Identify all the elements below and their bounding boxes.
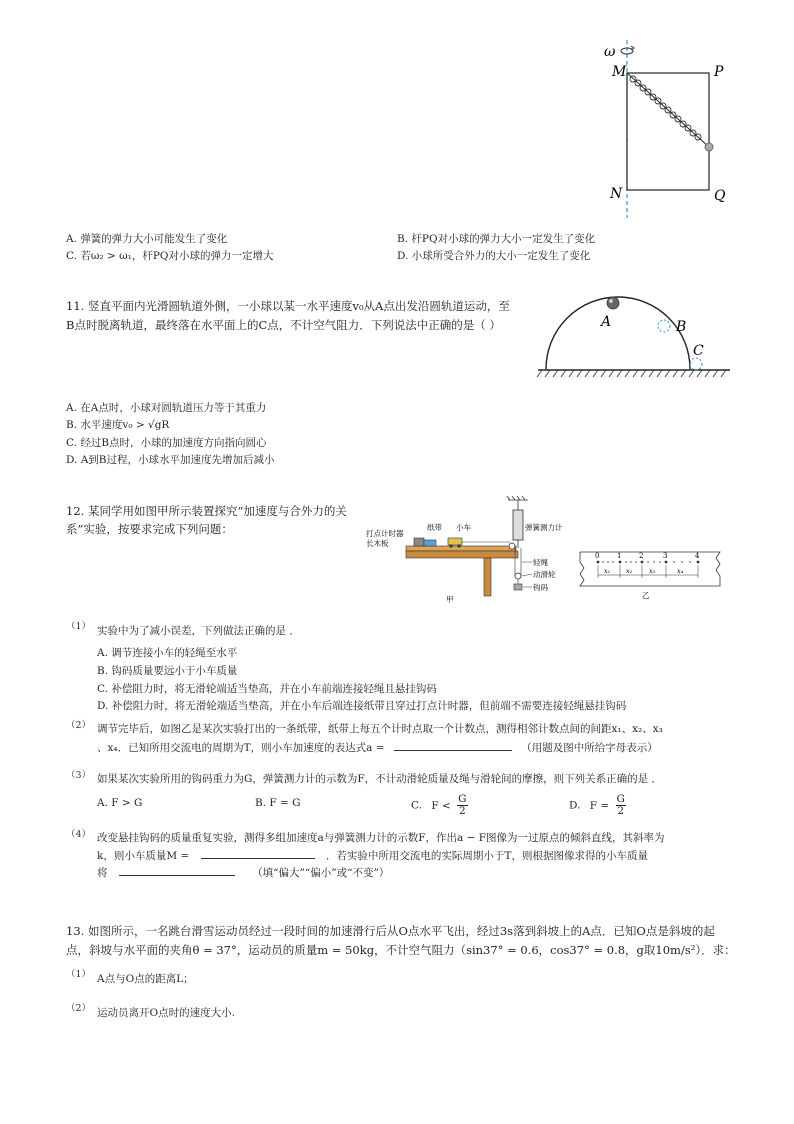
ball-at-b [658, 320, 670, 332]
q12-part3-option-c[interactable] [411, 794, 468, 817]
ground-hatch [537, 370, 726, 377]
q13-part2-text: 运动员离开O点时的速度大小. [97, 1007, 235, 1019]
q11-stem-line1: 11. 竖直平面内光滑圆轨道外侧，一小球以某一水平速度v₀从A点出发沿圆轨道运动，至 [66, 299, 510, 313]
tape-dots [597, 561, 700, 564]
x2-label: x₂ [626, 567, 633, 575]
q10-option-b[interactable]: B. 杆PQ对小球的弹力大小一定发生了变化 [397, 233, 596, 245]
rod-mq [627, 73, 709, 147]
omega-label: ω [604, 44, 616, 60]
q12-part1-text: 实验中为了减小误差，下列做法正确的是 ． [97, 625, 300, 637]
q12-part4-line2 [97, 848, 648, 863]
q11-option-b[interactable]: B. 水平速度v₀ > √gR [66, 419, 170, 431]
q12-part4-line3 [97, 865, 389, 880]
q10-option-a[interactable]: A. 弹簧的弹力大小可能发生了变化 [66, 233, 228, 245]
label-p: P [714, 64, 724, 80]
label-a: A [601, 314, 612, 330]
q12-figure-yi [574, 548, 724, 602]
q13-part2-number: （2） [66, 1003, 92, 1014]
tick-4: 4 [695, 552, 700, 560]
q13-part1-text: A点与O点的距离L； [97, 973, 194, 985]
q11-figure [536, 292, 732, 384]
tick-2: 2 [639, 552, 644, 560]
board [406, 546, 516, 551]
q13-stem-line1: 13. 如图所示，一名跳台滑雪运动员经过一段时间的加速滑行后从O点水平飞出，经过3s落到斜坡上的A点．已知O点是斜坡的起 [66, 924, 715, 938]
q12-part4-line3-b: （填“偏大”“偏小”或“不变”） [252, 867, 390, 879]
q12-part4-line1: 改变悬挂钩码的质量重复实验，测得多组加速度a与弹簧测力计的示数F，作出a − F图像为一过原点的倾斜直线，其斜率为 [97, 832, 665, 844]
q12-part3-option-b[interactable]: B. F = G [255, 797, 301, 809]
fraction-denominator: 2 [617, 805, 625, 817]
timer-label: 打点计时器 [366, 529, 404, 538]
q12-part2-line2-b: （用题及图中所给字母表示） [521, 742, 658, 754]
q12-part4-line2-a: k，则小车质量M = [97, 850, 190, 862]
spring-scale [513, 510, 523, 540]
yi-label: 乙 [642, 591, 650, 600]
label-c: C [693, 343, 704, 359]
tick-3: 3 [663, 552, 668, 560]
q12-part4-line3-a: 将 [97, 867, 108, 879]
board-label: 长木板 [366, 539, 389, 548]
q13-stem-line2: 点，斜坡与水平面的夹角θ = 37°，运动员的质量m = 50kg，不计空气阻力（sin37° = 0.6，cos37° = 0.8，g取10m/s²）．求： [66, 943, 736, 957]
fraction-numerator: G [458, 793, 467, 805]
x1-label: x₁ [604, 567, 611, 575]
q12-part1-option-b[interactable]: B. 钩码质量要远小于小车质量 [97, 665, 238, 677]
weight [514, 584, 522, 590]
fraction-g-over-2 [616, 794, 626, 817]
rope-label: 轻绳 [533, 558, 548, 567]
q12-part3-option-a[interactable]: A. F > G [97, 797, 143, 809]
q12-part1-number: （1） [66, 621, 92, 632]
q12-part1-option-d[interactable]: D. 补偿阻力时，将无滑轮端适当垫高，并在小车后端连接纸带且穿过打点计时器，但前端不需要连接轻绳悬挂钩码 [97, 700, 627, 712]
ceiling-mount [507, 496, 528, 510]
q12-part3-text: 如果某次实验所用的钩码重力为G，弹簧测力计的示数为F，不计动滑轮质量及绳与滑轮间的摩擦，则下列关系正确的是 ． [97, 773, 663, 785]
q12-part1-option-c[interactable]: C. 补偿阻力时，将无滑轮端适当垫高，并在小车前端连接轻绳且悬挂钩码 [97, 683, 437, 695]
cart-label: 小车 [456, 523, 471, 532]
fraction-numerator: G [616, 793, 625, 805]
tick-0: 0 [595, 552, 600, 560]
tick-1: 1 [617, 552, 622, 560]
q12-part3-option-d-expr: F = [589, 799, 610, 812]
q12-part4-mass-blank[interactable] [201, 858, 315, 859]
label-m: M [612, 64, 627, 80]
jia-label: 甲 [446, 595, 454, 604]
hook-label: 钩码 [533, 583, 548, 592]
q12-part4-line2-b: ．若实验中所用交流电的实际周期小于T，则根据图像求得的小车质量 [325, 850, 648, 862]
tape-label: 纸带 [427, 523, 442, 532]
spring [630, 76, 701, 140]
label-n: N [610, 186, 623, 202]
q12-part3-option-c-expr: F < [431, 799, 451, 812]
q12-part4-bias-blank[interactable] [119, 875, 235, 876]
fraction-g-over-2 [457, 794, 467, 817]
pulley-fixed [509, 543, 515, 549]
q12-part2-line2-a: 、x₄．已知所用交流电的周期为T，则小车加速度的表达式a = [97, 742, 385, 754]
label-q: Q [714, 188, 726, 204]
q11-stem-line2: B点时脱离轨道，最终落在水平面上的C点，不计空气阻力．下列说法中正确的是（ ） [66, 318, 501, 332]
label-b: B [676, 319, 687, 335]
tape-block [424, 540, 436, 546]
q11-option-c[interactable]: C. 经过B点时，小球的加速度方向指向圆心 [66, 437, 267, 449]
q12-part3-number: （3） [66, 770, 92, 781]
ball-at-c [690, 358, 702, 370]
fraction-denominator: 2 [458, 805, 466, 817]
table-leg [484, 558, 491, 596]
q12-part2-answer-blank[interactable] [394, 750, 512, 751]
table [406, 551, 518, 558]
x4-label: x₄ [677, 567, 684, 575]
spring-label: 弹簧测力计 [525, 523, 563, 532]
q10-option-c[interactable]: C. 若ω₂ > ω₁，杆PQ对小球的弹力一定增大 [66, 250, 274, 262]
q11-option-a[interactable]: A. 在A点时，小球对圆轨道压力等于其重力 [66, 402, 267, 414]
q12-part2-line2 [97, 740, 658, 755]
q12-stem-line2: 系”实验，按要求完成下列问题： [66, 522, 233, 536]
frame-mpqn [627, 73, 709, 190]
q13-part1-number: （1） [66, 969, 92, 980]
q12-part3-option-d-label: D. [569, 799, 581, 812]
q12-part2-line1: 调节完毕后，如图乙是某次实验打出的一条纸带，纸带上每五个计时点取一个计数点，测得相邻计数点间的间距x₁、x₂、x₃ [97, 723, 663, 735]
ball-at-a [607, 297, 619, 309]
ball [705, 143, 713, 151]
q12-figure-jia [362, 496, 572, 604]
pulley-moving [515, 573, 521, 579]
q12-stem-line1: 12. 某同学用如图甲所示装置探究“加速度与合外力的关 [66, 504, 347, 518]
q12-part1-option-a[interactable]: A. 调节连接小车的轻绳至水平 [97, 647, 238, 659]
circular-track [546, 297, 690, 369]
q11-option-d[interactable]: D. A到B过程，小球水平加速度先增加后减小 [66, 454, 275, 466]
timer [414, 538, 424, 546]
pulley-label: 动滑轮 [533, 570, 556, 579]
q12-part2-number: （2） [66, 720, 92, 731]
q12-part3-option-d[interactable] [569, 794, 626, 817]
cart [448, 538, 462, 545]
q12-part4-number: （4） [66, 829, 92, 840]
q10-figure [596, 40, 736, 220]
x3-label: x₃ [649, 567, 656, 575]
q10-option-d[interactable]: D. 小球所受合外力的大小一定发生了变化 [397, 250, 591, 262]
q12-part3-option-c-label: C. [411, 799, 422, 812]
